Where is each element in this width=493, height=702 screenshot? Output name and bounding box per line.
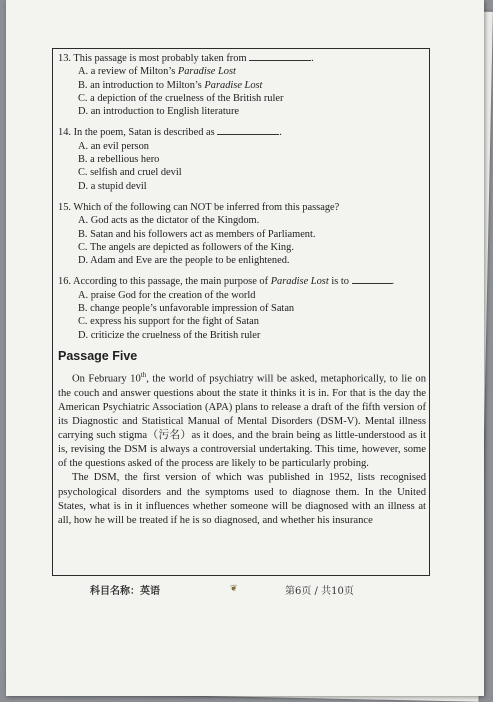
question-stem: 14. In the poem, Satan is described as . — [58, 127, 282, 139]
question-13 — [58, 52, 426, 118]
option-c: C. a depiction of the cruelness of the British ruler — [78, 92, 284, 104]
passage-paragraph-2: The DSM, the first version of which was published in 1952, lists recognised psychological disorders and the symptoms used to diagnose them. In the United States, what is in it influences whether someone will be diagnosed with an illness at all, how he will be treated if he is so diagnosed, and whether his insurance — [58, 472, 426, 526]
passage-title: Passage Five — [58, 348, 138, 363]
question-stem: 15. Which of the following can NOT be inferred from this passage? — [58, 201, 340, 213]
question-15 — [58, 201, 426, 267]
page-number: 第6页 / 共10页 — [285, 586, 354, 597]
exam-content — [58, 52, 426, 528]
answer-blank — [352, 275, 392, 284]
option-a: A. praise God for the creation of the world — [78, 289, 256, 301]
subject-name: 科目名称：英语 — [90, 586, 160, 597]
option-b: B. Satan and his followers act as members of Parliament. — [78, 228, 316, 240]
answer-blank — [217, 126, 279, 135]
option-b: B. an introduction to Milton’s Paradise Lost — [78, 79, 263, 91]
option-c: C. selfish and cruel devil — [78, 167, 182, 179]
option-b: B. a rebellious hero — [78, 154, 160, 166]
option-c: C. express his support for the fight of Satan — [78, 316, 259, 328]
passage-paragraph-1: On February 10th, the world of psychiatry will be asked, metaphorically, to lie on the couch and answer questions about the state it thinks it is in. For that is the day the American Psychiatric Association (APA) plans to release a draft of the fifth version of its Diagnostic and Statistical Manual of Mental Disorders (DSM-V). Mental illness carrying such stigma（污名）as it does, and the brain being as little-understood as it is, revising the DSM is always a controversial undertaking. This time, however, some of the questions asked of the process are likely to be particularly probing. — [58, 371, 426, 470]
option-d: D. a stupid devil — [78, 180, 147, 192]
option-d: D. criticize the cruelness of the British ruler — [78, 329, 261, 341]
question-stem: 13. This passage is most probably taken from . — [58, 53, 314, 64]
option-a: A. an evil person — [78, 140, 149, 152]
question-14 — [58, 126, 426, 192]
option-d: D. Adam and Eve are the people to be enlightened. — [78, 255, 290, 267]
option-b: B. change people’s unfavorable impression of Satan — [78, 303, 295, 315]
option-a: A. God acts as the dictator of the Kingdom. — [78, 215, 260, 227]
option-d: D. an introduction to English literature — [78, 106, 240, 118]
ink-smudge-icon: ❦ — [230, 583, 238, 593]
answer-blank — [249, 52, 311, 61]
option-c: C. The angels are depicted as followers of the King. — [78, 241, 294, 253]
question-16 — [58, 275, 426, 341]
question-stem: 16. According to this passage, the main purpose of Paradise Lost is to . — [58, 276, 395, 288]
option-a: A. a review of Milton’s Paradise Lost — [78, 66, 236, 78]
